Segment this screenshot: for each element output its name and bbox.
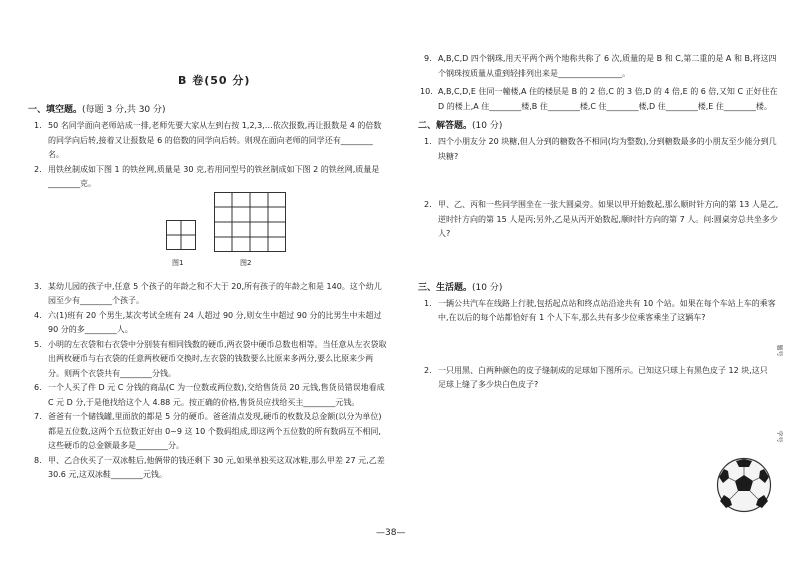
question-number: 3. bbox=[34, 281, 42, 291]
question-text: 50 名同学面向老师站成一排,老师先要大家从左到右按 1,2,3,…依次报数,再让报数是 4 的倍数的同学向后转,接着又让报数是 6 的倍数的同学向后转。则现在面向老师的同学还有________名。 bbox=[48, 121, 382, 159]
question bbox=[418, 52, 780, 81]
question bbox=[28, 338, 388, 382]
figures bbox=[28, 192, 388, 280]
question bbox=[28, 309, 388, 338]
question bbox=[28, 163, 388, 192]
question bbox=[418, 135, 780, 164]
section1-note: (每题 3 分,共 30 分) bbox=[82, 105, 166, 115]
figure2-caption: 图2 bbox=[240, 258, 252, 267]
section3-heading bbox=[418, 280, 780, 293]
question bbox=[418, 85, 780, 114]
question-number: 1. bbox=[424, 137, 432, 146]
question bbox=[418, 297, 780, 326]
answer-space bbox=[418, 326, 780, 364]
question-text: 一只用黑、白两种颜色的皮子缝制成的足球如下图所示。已知这只球上有黑色皮子 12 块,这只足球上缝了多少块白色皮子? bbox=[438, 365, 768, 389]
figure1-caption: 图1 bbox=[172, 258, 184, 267]
question-text: 某幼儿园的孩子中,任意 5 个孩子的年龄之和不大于 20,所有孩子的年龄之和是 140。这个幼儿园至少有________个孩子。 bbox=[48, 281, 382, 305]
page-number: —38— bbox=[376, 528, 406, 538]
question bbox=[28, 280, 388, 309]
figure2-grid bbox=[214, 192, 286, 252]
section2-heading-text: 二、解答题。 bbox=[418, 121, 473, 131]
question-number: 9. bbox=[424, 54, 432, 63]
question-text: 小明的左衣袋和右衣袋中分别装有相同钱数的硬币,两衣袋中硬币总数也相等。当任意从左衣袋取出两枚硬币与右衣袋的任意两枚硬币交换时,左衣袋的钱数要么比原来多两分,要么比原来少两分。则两个衣袋共有________分钱。 bbox=[48, 339, 387, 378]
section3-note: (10 分) bbox=[472, 282, 503, 293]
question-number: 6. bbox=[34, 383, 42, 392]
question-text: 四个小朋友分 20 块糖,但人分到的糖数各不相同(均为整数),分到糖数最多的小朋友至少能分到几块糖? bbox=[438, 137, 777, 161]
question-text: 甲、乙合伙买了一双冰鞋后,他俩带的钱还剩下 30 元,如果单独买这双冰鞋,那么甲差 27 元,乙差 30.6 元,这双冰鞋________元钱。 bbox=[48, 455, 385, 479]
question-number: 1. bbox=[424, 298, 432, 308]
section1-heading bbox=[28, 102, 388, 115]
question-number: 10. bbox=[420, 87, 433, 96]
question-number: 2. bbox=[424, 365, 432, 375]
question-text: A,B,C,D,E 住同一幢楼,A 住的楼层是 B 的 2 倍,C 的 3 倍,D 的 4 倍,E 的 6 倍,又知 C 正好住在 D 的楼上,A 住________楼,B 住________楼,C 住________楼,D 住________楼,E 住________楼。 bbox=[438, 87, 778, 111]
question-text: 六(1)班有 20 个男生,某次考试全班有 24 人超过 90 分,则女生中超过 90 分的比男生中未超过 90 分的多________人。 bbox=[48, 310, 382, 334]
question-number: 7. bbox=[34, 412, 42, 421]
question-number: 2. bbox=[424, 200, 432, 209]
question bbox=[28, 454, 388, 483]
side-mark-2: 学号 bbox=[775, 430, 783, 443]
question-text: 爸爸有一个储钱罐,里面放的都是 5 分的硬币。爸爸清点发现,硬币的枚数及总金额(以分为单位)都是五位数,这两个五位数正好由 0~9 这 10 个数码组成,即这两个五位数的所有数码互不相同,这些硬币的总金额最多是________分。 bbox=[48, 412, 382, 450]
answer-space bbox=[418, 164, 780, 198]
question bbox=[28, 381, 388, 410]
figure1-grid bbox=[166, 220, 196, 250]
question-number: 2. bbox=[34, 164, 42, 174]
question-text: 用铁丝制成如下图 1 的铁丝网,质量是 30 克,若用同型号的铁丝制成如下图 2 的铁丝网,质量是________克。 bbox=[48, 164, 380, 188]
section3-heading-text: 三、生活题。 bbox=[418, 282, 473, 293]
section2-note: (10 分) bbox=[472, 121, 503, 131]
question-text: 一辆公共汽车在线路上行驶,包括起点站和终点站沿途共有 10 个站。如果在每个车站上车的乘客中,在以后的每个站都恰好有 1 个人下车,那么共有多少位乘客乘坐了这辆车? bbox=[438, 298, 776, 322]
right-column bbox=[418, 52, 780, 393]
left-column bbox=[28, 102, 388, 483]
question bbox=[418, 198, 780, 242]
question-number: 1. bbox=[34, 121, 42, 130]
question bbox=[28, 119, 388, 163]
question bbox=[418, 364, 780, 393]
question bbox=[28, 410, 388, 454]
soccer-ball-icon bbox=[716, 457, 772, 513]
answer-space bbox=[418, 242, 780, 280]
question-text: 一个人买了件 D 元 C 分钱的商品(C 为一位数或两位数),交给售货员 20 元钱,售货员错误地看成 C 元 D 分,于是他找给这个人 4.88 元。按正确的价格,售货员应找给买主________元钱。 bbox=[48, 383, 385, 407]
section1-heading-text: 一、填空题。 bbox=[28, 105, 83, 115]
page-title: B 卷(50 分) bbox=[178, 74, 251, 87]
question-number: 5. bbox=[34, 339, 42, 349]
side-mark-1: 题号 bbox=[775, 344, 783, 357]
question-number: 8. bbox=[34, 455, 42, 465]
section2-heading bbox=[418, 118, 780, 131]
question-text: 甲、乙、丙和一些同学围坐在一张大圆桌旁。如果以甲开始数起,那么顺时针方向的第 13 人是乙,逆时针方向的第 15 人是丙;另外,乙是从丙开始数起,顺时针方向的第 7 人。问:圆桌旁总共坐多少人? bbox=[438, 200, 779, 238]
question-number: 4. bbox=[34, 310, 42, 320]
question-text: A,B,C,D 四个钢珠,用天平两个两个地称共称了 6 次,质量的是 B 和 C,第二重的是 A 和 B,将这四个钢珠按质量从重到轻排列出来是________________。 bbox=[438, 54, 777, 78]
